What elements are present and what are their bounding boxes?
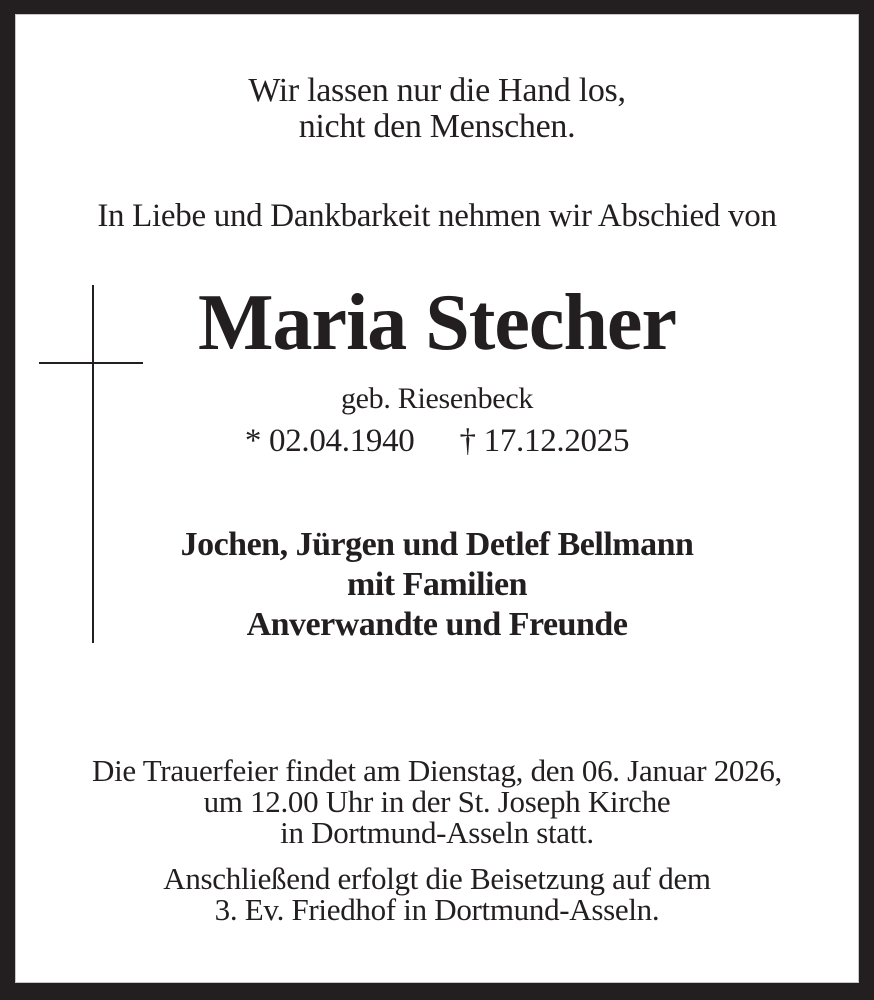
burial-line-2: 3. Ev. Friedhof in Dortmund-Asseln. <box>214 892 660 927</box>
burial-line-1: Anschließend erfolgt die Beisetzung auf dem <box>163 861 711 896</box>
mourners-line-3: Anverwandte und Freunde <box>246 606 628 643</box>
deceased-name: Maria Stecher <box>198 279 676 367</box>
life-dates <box>16 423 858 459</box>
mourners-line-1: Jochen, Jürgen und Detlef Bellmann <box>180 526 694 563</box>
memorial-quote <box>16 73 858 144</box>
ceremony-line-2: um 12.00 Uhr in der St. Joseph Kirche <box>203 784 671 819</box>
burial-info-block <box>16 863 858 925</box>
notice-paper <box>15 14 859 983</box>
ceremony-line-3: in Dortmund-Asseln statt. <box>280 815 594 850</box>
farewell-line: In Liebe und Dankbarkeit nehmen wir Abschied von <box>97 198 777 234</box>
ceremony-line-1: Die Trauerfeier findet am Dienstag, den 06. Januar 2026, <box>92 753 782 788</box>
memorial-quote-line-2: nicht den Menschen. <box>298 107 576 145</box>
life-dates-row <box>245 423 629 459</box>
mourners-block <box>16 525 858 645</box>
maiden-name: geb. Riesenbeck <box>340 382 534 415</box>
memorial-quote-line-1: Wir lassen nur die Hand los, <box>248 72 626 109</box>
death-date: † 17.12.2025 <box>459 423 630 459</box>
mourners-line-2: mit Familien <box>346 566 528 603</box>
ceremony-info-block <box>16 755 858 848</box>
birth-date: * 02.04.1940 <box>244 423 415 459</box>
